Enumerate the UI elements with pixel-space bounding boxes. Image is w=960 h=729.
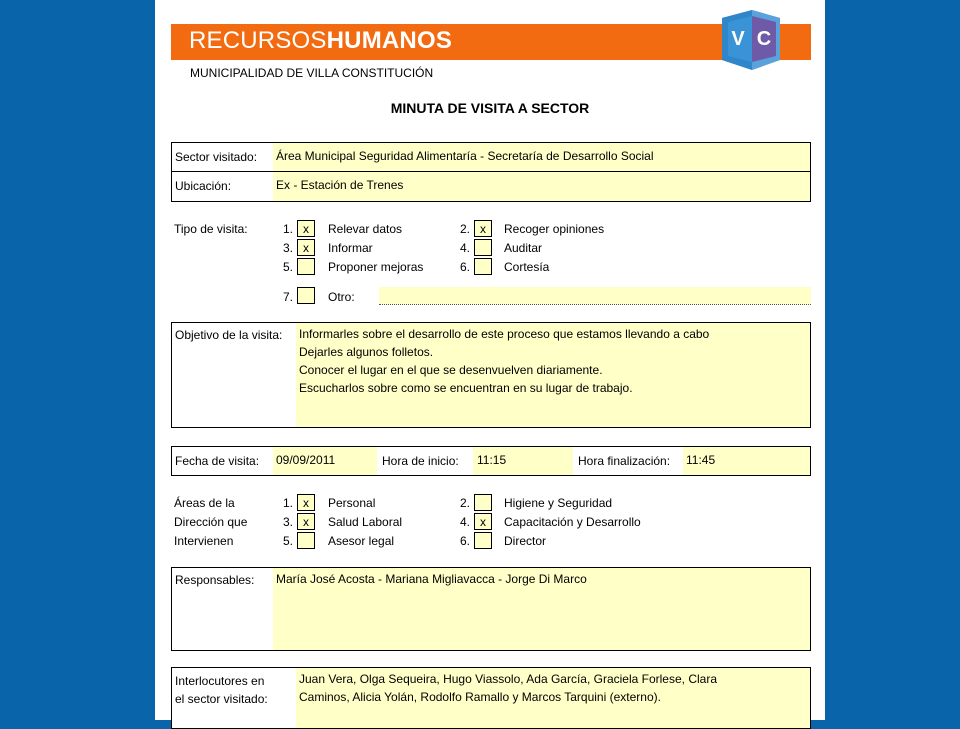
option-number: 7. <box>282 290 293 304</box>
hora-fin-label: Hora finalización: <box>578 454 671 468</box>
hora-fin-value: 11:45 <box>686 453 716 467</box>
areas-label-line: Áreas de la <box>174 496 235 510</box>
checkbox-higiene-seguridad[interactable] <box>474 494 492 511</box>
option-director: Director <box>504 534 547 548</box>
option-higiene-seguridad: Higiene y Seguridad <box>504 496 613 510</box>
option-number: 3. <box>282 241 293 255</box>
objetivo-line: Informarles sobre el desarrollo de este proceso que estamos llevando a cabo <box>299 327 710 341</box>
option-number: 5. <box>282 534 293 548</box>
organization-name: MUNICIPALIDAD DE VILLA CONSTITUCIÓN <box>190 66 434 80</box>
tipo-visita-label: Tipo de visita: <box>174 222 248 236</box>
document-title: MINUTA DE VISITA A SECTOR <box>390 100 590 116</box>
option-salud-laboral: Salud Laboral <box>328 515 403 529</box>
sector-value: Área Municipal Seguridad Alimentaría - Secretaría de Desarrollo Social <box>276 149 654 163</box>
checkbox-asesor-legal[interactable] <box>297 532 315 549</box>
vc-logo-icon <box>718 10 784 70</box>
option-number: 1. <box>282 222 293 236</box>
responsables-table <box>171 567 811 651</box>
option-number: 6. <box>459 260 470 274</box>
option-number: 3. <box>282 515 293 529</box>
option-number: 6. <box>459 534 470 548</box>
option-auditar: Auditar <box>504 241 543 255</box>
brand-name <box>189 27 452 55</box>
option-cortesia: Cortesía <box>504 260 550 274</box>
option-number: 4. <box>459 241 470 255</box>
hora-inicio-label: Hora de inicio: <box>382 454 459 468</box>
objetivo-label: Objetivo de la visita: <box>175 328 283 342</box>
brand-light: RECURSOS <box>189 27 327 54</box>
option-number: 4. <box>459 515 470 529</box>
option-number: 2. <box>459 496 470 510</box>
checkbox-auditar[interactable] <box>474 239 492 256</box>
brand-bold: HUMANOS <box>326 27 453 54</box>
objetivo-table <box>171 322 811 428</box>
checkbox-director[interactable] <box>474 532 492 549</box>
document-page <box>155 0 825 720</box>
objetivo-line: Dejarles algunos folletos. <box>299 345 434 359</box>
checkbox-salud-laboral[interactable]: x <box>297 513 315 530</box>
ubicacion-label: Ubicación: <box>175 179 232 193</box>
option-asesor-legal: Asesor legal <box>328 534 395 548</box>
areas-label-line: Intervienen <box>174 534 234 548</box>
option-number: 5. <box>282 260 293 274</box>
interlocutores-label-line: Interlocutores en <box>175 674 265 688</box>
checkbox-proponer-mejoras[interactable] <box>297 258 315 275</box>
option-proponer-mejoras: Proponer mejoras <box>328 260 424 274</box>
interlocutores-line: Caminos, Alicia Yolán, Rodolfo Ramallo y Marcos Tarquini (externo). <box>299 690 661 704</box>
option-capacitacion-desarrollo: Capacitación y Desarrollo <box>504 515 641 529</box>
header-banner <box>171 24 811 60</box>
areas-label-line: Dirección que <box>174 515 248 529</box>
checkbox-capacitacion-desarrollo[interactable]: x <box>474 513 492 530</box>
fecha-value: 09/09/2011 <box>276 453 336 467</box>
option-number: 2. <box>459 222 470 236</box>
checkbox-cortesia[interactable] <box>474 258 492 275</box>
fecha-table <box>171 446 811 476</box>
fecha-label: Fecha de visita: <box>175 454 260 468</box>
option-personal: Personal <box>328 496 376 510</box>
checkbox-personal[interactable]: x <box>297 494 315 511</box>
logo-letter-v: V <box>731 28 745 50</box>
checkbox-recoger-opiniones[interactable]: x <box>474 220 492 237</box>
ubicacion-value: Ex - Estación de Trenes <box>276 178 404 192</box>
interlocutores-label-line: el sector visitado: <box>175 692 268 706</box>
checkbox-informar[interactable]: x <box>297 239 315 256</box>
objetivo-line: Conocer el lugar en el que se desenvuelven diariamente. <box>299 363 603 377</box>
otro-input[interactable] <box>379 287 811 305</box>
option-informar: Informar <box>328 241 373 255</box>
hora-inicio-value: 11:15 <box>477 453 507 467</box>
interlocutores-line: Juan Vera, Olga Sequeira, Hugo Viassolo, Ada García, Graciela Forlese, Clara <box>299 672 718 686</box>
option-relevar-datos: Relevar datos <box>328 222 403 236</box>
option-number: 1. <box>282 496 293 510</box>
checkbox-relevar-datos[interactable]: x <box>297 220 315 237</box>
option-recoger-opiniones: Recoger opiniones <box>504 222 605 236</box>
option-otro: Otro: <box>328 290 355 304</box>
sector-label: Sector visitado: <box>175 150 258 164</box>
checkbox-otro[interactable] <box>297 287 315 304</box>
responsables-label: Responsables: <box>175 573 255 587</box>
responsables-value: María José Acosta - Mariana Migliavacca - Jorge Di Marco <box>276 572 587 586</box>
sector-table <box>171 142 811 202</box>
logo-letter-c: C <box>756 28 772 50</box>
objetivo-line: Escucharlos sobre como se encuentran en su lugar de trabajo. <box>299 381 633 395</box>
